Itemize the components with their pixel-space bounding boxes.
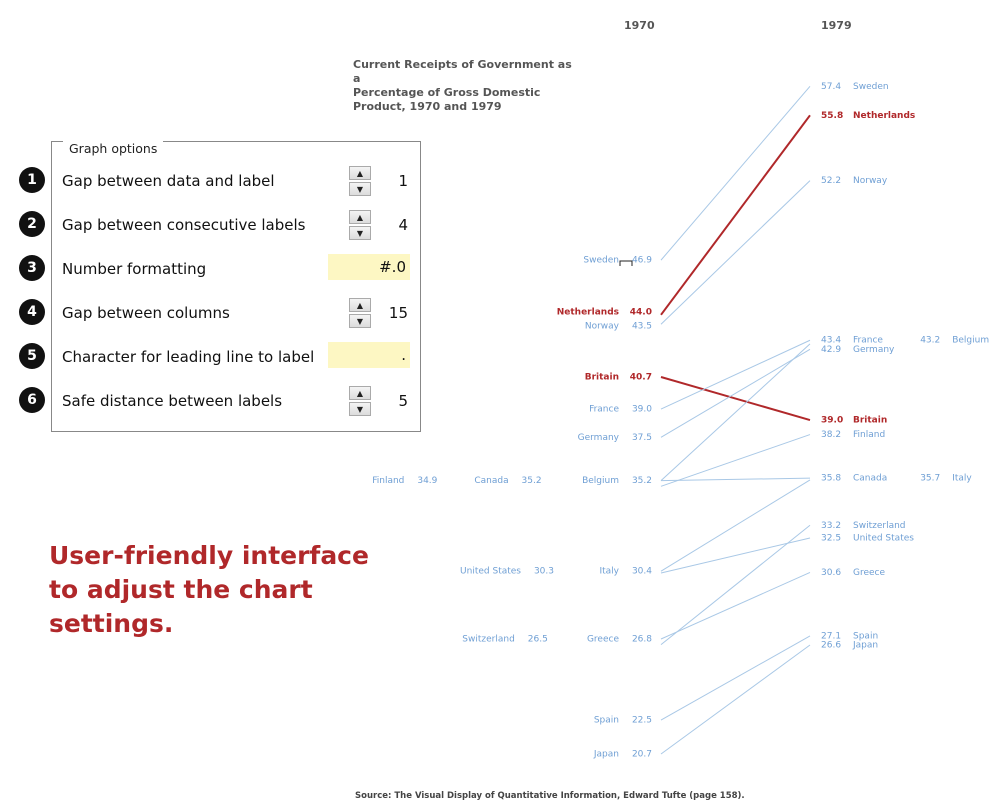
option-row-6 [0, 386, 408, 416]
graph-options-legend: Graph options [63, 141, 163, 156]
label-1970-value-belgium: 35.2 [631, 476, 652, 487]
slope-line-italy [661, 480, 810, 571]
option-spinner-1 [349, 166, 371, 196]
label-1979-value-finland: 38.2 [821, 430, 842, 441]
option-badge-2: 2 [19, 211, 45, 237]
option-spinner-2 [349, 210, 371, 240]
option-row-3 [0, 254, 406, 284]
option-value-1[interactable]: 1 [398, 172, 408, 190]
label-1970-value-germany: 37.5 [631, 432, 652, 443]
label-1979-name-germany: Germany [853, 344, 895, 355]
label-1970-name-finland: Finland [372, 476, 405, 487]
label-1970-name-japan: Japan [593, 749, 619, 760]
option-badge-1: 1 [19, 167, 45, 193]
label-1979-value-italy: 35.7 [920, 473, 941, 484]
label-1970-value-norway: 43.5 [631, 321, 652, 332]
label-1979-name-britain: Britain [853, 415, 888, 426]
label-1979-value-france: 43.4 [821, 335, 842, 346]
spinner-down-button[interactable]: ▼ [349, 402, 371, 416]
option-badge-5: 5 [19, 343, 45, 369]
label-1979-name-norway: Norway [853, 176, 888, 187]
option-label-5: Character for leading line to label [62, 348, 315, 366]
spinner-up-button[interactable]: ▲ [349, 210, 371, 224]
label-1979-value-greece: 30.6 [821, 567, 842, 578]
option-label-6: Safe distance between labels [62, 392, 283, 410]
option-label-2: Gap between consecutive labels [62, 216, 306, 234]
label-1979-name-switzerland: Switzerland [853, 520, 906, 531]
label-1970-value-canada: 35.2 [521, 476, 542, 487]
label-1979-name-netherlands: Netherlands [853, 110, 916, 121]
label-1979-value-norway: 52.2 [821, 176, 842, 187]
callout-1-bracket [620, 261, 632, 266]
slope-line-greece [661, 572, 810, 639]
slope-line-netherlands [661, 115, 810, 314]
spinner-down-button[interactable]: ▼ [349, 182, 371, 196]
label-1970-name-canada: Canada [474, 476, 509, 487]
option-text-field-3[interactable]: #.0 [328, 254, 410, 280]
label-1979-value-canada: 35.8 [821, 473, 842, 484]
label-1970-value-japan: 20.7 [631, 749, 652, 760]
label-1970-value-sweden: 46.9 [631, 255, 652, 266]
label-1970-value-greece: 26.8 [631, 634, 652, 645]
label-1979-value-japan: 26.6 [821, 640, 842, 651]
spinner-down-button[interactable]: ▼ [349, 226, 371, 240]
label-1970-name-spain: Spain [593, 715, 619, 726]
label-1979-name-japan: Japan [853, 640, 879, 651]
option-spinner-6 [349, 386, 371, 416]
label-1970-name-netherlands: Netherlands [556, 307, 619, 318]
label-1970-value-italy: 30.4 [631, 566, 652, 577]
label-1970-value-britain: 40.7 [629, 372, 652, 383]
label-1970-name-sweden: Sweden [583, 255, 619, 266]
spinner-up-button[interactable]: ▲ [349, 298, 371, 312]
spinner-up-button[interactable]: ▲ [349, 386, 371, 400]
option-badge-3: 3 [19, 255, 45, 281]
label-1970-value-france: 39.0 [631, 404, 652, 415]
chart-title-line-3: Product, 1970 and 1979 [353, 100, 502, 113]
option-spinner-4 [349, 298, 371, 328]
option-label-1: Gap between data and label [62, 172, 275, 190]
option-badge-6: 6 [19, 387, 45, 413]
slope-line-japan [661, 645, 810, 754]
label-1970-value-spain: 22.5 [631, 715, 652, 726]
label-1979-name-belgium: Belgium [952, 335, 990, 346]
label-1970-value-united-states: 30.3 [533, 566, 554, 577]
label-1970-name-britain: Britain [584, 372, 619, 383]
chart-title [353, 58, 583, 114]
option-value-6[interactable]: 5 [398, 392, 408, 410]
label-1979-value-sweden: 57.4 [821, 81, 842, 92]
chart-title-line-1: Current Receipts of Government as a [353, 58, 572, 85]
label-1970-name-belgium: Belgium [582, 476, 619, 487]
label-1970-name-italy: Italy [599, 566, 619, 577]
column-header-1970: 1970 [624, 19, 655, 32]
label-1970-name-united-states: United States [460, 566, 521, 577]
option-value-4[interactable]: 15 [388, 304, 408, 322]
label-1979-value-switzerland: 33.2 [821, 520, 842, 531]
source-note: Source: The Visual Display of Quantitative Information, Edward Tufte (page 158). [355, 791, 745, 801]
option-value-2[interactable]: 4 [398, 216, 408, 234]
column-header-1979: 1979 [821, 19, 852, 32]
label-1979-name-united-states: United States [853, 533, 914, 544]
label-1970-name-switzerland: Switzerland [462, 634, 515, 645]
label-1979-value-spain: 27.1 [821, 631, 842, 642]
option-label-4: Gap between columns [62, 304, 230, 322]
slope-line-germany [661, 349, 810, 437]
label-1970-value-switzerland: 26.5 [527, 634, 548, 645]
label-1979-value-belgium: 43.2 [920, 335, 941, 346]
slope-line-norway [661, 181, 810, 325]
option-row-1 [0, 166, 408, 196]
option-row-4 [0, 298, 408, 328]
option-row-5 [0, 342, 406, 372]
label-1979-value-britain: 39.0 [821, 415, 844, 426]
spinner-up-button[interactable]: ▲ [349, 166, 371, 180]
label-1979-value-netherlands: 55.8 [821, 110, 844, 121]
label-1979-name-sweden: Sweden [853, 81, 889, 92]
slope-line-spain [661, 636, 810, 720]
label-1979-value-germany: 42.9 [821, 344, 842, 355]
label-1970-name-france: France [589, 404, 619, 415]
chart-title-line-2: Percentage of Gross Domestic [353, 86, 541, 99]
option-badge-4: 4 [19, 299, 45, 325]
option-label-3: Number formatting [62, 260, 207, 278]
label-1979-name-finland: Finland [853, 430, 886, 441]
slope-line-switzerland [661, 525, 810, 644]
label-1979-name-spain: Spain [853, 631, 879, 642]
spinner-down-button[interactable]: ▼ [349, 314, 371, 328]
label-1979-name-france: France [853, 335, 883, 346]
annotations [620, 261, 632, 266]
label-1970-name-norway: Norway [584, 321, 619, 332]
headline-text: User-friendly interface to adjust the chart settings. [49, 541, 369, 638]
label-1979-value-united-states: 32.5 [821, 533, 842, 544]
option-text-field-5[interactable]: . [328, 342, 410, 368]
label-1979-name-greece: Greece [853, 567, 886, 578]
label-1979-name-canada: Canada [853, 473, 888, 484]
slope-lines [661, 86, 810, 754]
label-1970-name-greece: Greece [586, 634, 619, 645]
data-labels [372, 82, 989, 760]
slope-line-sweden [661, 86, 810, 260]
label-1970-value-netherlands: 44.0 [629, 307, 652, 318]
label-1979-name-italy: Italy [952, 473, 972, 484]
label-1970-name-germany: Germany [577, 432, 619, 443]
option-row-2 [0, 210, 408, 240]
label-1970-value-finland: 34.9 [417, 476, 438, 487]
